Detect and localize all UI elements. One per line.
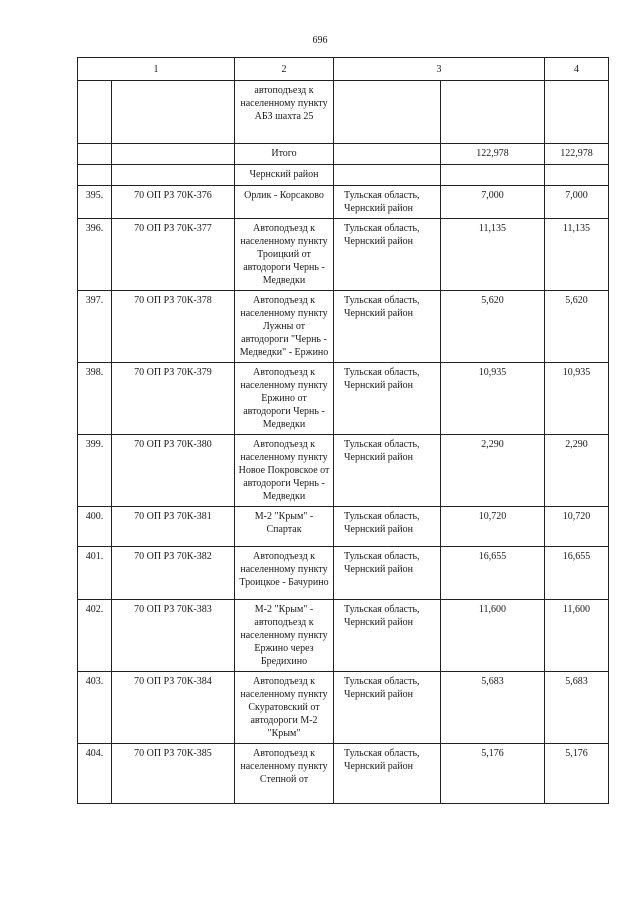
table-row xyxy=(78,435,609,507)
table-row xyxy=(78,81,609,144)
table-row xyxy=(78,165,609,186)
road-name: Автоподъезд к населенному пункту Троицкое - Бачурино xyxy=(235,547,334,600)
header-row xyxy=(78,58,609,81)
road-length-total: 5,683 xyxy=(545,672,609,744)
road-length: 5,620 xyxy=(441,291,545,363)
header-col-2: 2 xyxy=(235,58,334,81)
header-col-3: 3 xyxy=(334,58,545,81)
road-name: Автоподъезд к населенному пункту Новое Покровское от автодороги Чернь - Медведки xyxy=(235,435,334,507)
road-region: Тульская область, Чернский район xyxy=(334,435,441,507)
row-number: 396. xyxy=(78,219,112,291)
road-name: автоподъезд к населенному пункту АБЗ шахта 25 xyxy=(235,81,334,144)
road-name: Итого xyxy=(235,144,334,165)
road-length xyxy=(441,81,545,144)
road-region: Тульская область, Чернский район xyxy=(334,186,441,219)
row-number xyxy=(78,165,112,186)
road-code: 70 ОП РЗ 70К-380 xyxy=(112,435,235,507)
road-length: 11,135 xyxy=(441,219,545,291)
road-name: Автоподъезд к населенному пункту Лужны от автодороги "Чернь - Медведки" - Ержино xyxy=(235,291,334,363)
road-code: 70 ОП РЗ 70К-384 xyxy=(112,672,235,744)
road-code: 70 ОП РЗ 70К-378 xyxy=(112,291,235,363)
table-row xyxy=(78,363,609,435)
road-code: 70 ОП РЗ 70К-382 xyxy=(112,547,235,600)
row-number: 402. xyxy=(78,600,112,672)
road-code: 70 ОП РЗ 70К-377 xyxy=(112,219,235,291)
table-row xyxy=(78,219,609,291)
road-region: Тульская область, Чернский район xyxy=(334,363,441,435)
road-length-total: 10,935 xyxy=(545,363,609,435)
road-region: Тульская область, Чернский район xyxy=(334,219,441,291)
table-row xyxy=(78,547,609,600)
road-code: 70 ОП РЗ 70К-376 xyxy=(112,186,235,219)
table-row xyxy=(78,672,609,744)
road-region xyxy=(334,81,441,144)
road-length-total: 7,000 xyxy=(545,186,609,219)
page-number: 696 xyxy=(312,35,328,46)
road-name: Орлик - Корсаково xyxy=(235,186,334,219)
table-row xyxy=(78,600,609,672)
road-region xyxy=(334,144,441,165)
road-length: 122,978 xyxy=(441,144,545,165)
header-col-1: 1 xyxy=(78,58,235,81)
road-region: Тульская область, Чернский район xyxy=(334,291,441,363)
row-number: 397. xyxy=(78,291,112,363)
road-length-total: 16,655 xyxy=(545,547,609,600)
road-length xyxy=(441,165,545,186)
table-row xyxy=(78,291,609,363)
table-row xyxy=(78,744,609,804)
road-name: Чернский район xyxy=(235,165,334,186)
road-length: 5,176 xyxy=(441,744,545,804)
road-length-total xyxy=(545,81,609,144)
road-length: 10,720 xyxy=(441,507,545,547)
road-length-total: 10,720 xyxy=(545,507,609,547)
row-number xyxy=(78,144,112,165)
road-name: Автоподъезд к населенному пункту Ержино от автодороги Чернь - Медведки xyxy=(235,363,334,435)
road-region xyxy=(334,165,441,186)
road-region: Тульская область, Чернский район xyxy=(334,507,441,547)
road-length: 10,935 xyxy=(441,363,545,435)
row-number: 399. xyxy=(78,435,112,507)
row-number: 401. xyxy=(78,547,112,600)
road-name: М-2 "Крым" - автоподъезд к населенному пункту Ержино через Бредихино xyxy=(235,600,334,672)
road-region: Тульская область, Чернский район xyxy=(334,600,441,672)
road-length-total: 5,176 xyxy=(545,744,609,804)
table-row xyxy=(78,144,609,165)
road-length-total: 11,135 xyxy=(545,219,609,291)
road-code: 70 ОП РЗ 70К-385 xyxy=(112,744,235,804)
row-number: 400. xyxy=(78,507,112,547)
road-length-total: 11,600 xyxy=(545,600,609,672)
row-number xyxy=(78,81,112,144)
header-col-4: 4 xyxy=(545,58,609,81)
row-number: 395. xyxy=(78,186,112,219)
road-length: 5,683 xyxy=(441,672,545,744)
road-length-total: 5,620 xyxy=(545,291,609,363)
table-row xyxy=(78,507,609,547)
road-code: 70 ОП РЗ 70К-383 xyxy=(112,600,235,672)
road-length-total: 122,978 xyxy=(545,144,609,165)
row-number: 398. xyxy=(78,363,112,435)
road-length: 2,290 xyxy=(441,435,545,507)
road-length-total: 2,290 xyxy=(545,435,609,507)
row-number: 403. xyxy=(78,672,112,744)
road-name: Автоподъезд к населенному пункту Степной от xyxy=(235,744,334,804)
road-code xyxy=(112,165,235,186)
table-row xyxy=(78,186,609,219)
road-code: 70 ОП РЗ 70К-381 xyxy=(112,507,235,547)
road-name: Автоподъезд к населенному пункту Скуратовский от автодороги М-2 "Крым" xyxy=(235,672,334,744)
road-code xyxy=(112,144,235,165)
road-name: Автоподъезд к населенному пункту Троицкий от автодороги Чернь - Медведки xyxy=(235,219,334,291)
road-region: Тульская область, Чернский район xyxy=(334,547,441,600)
road-length: 11,600 xyxy=(441,600,545,672)
road-region: Тульская область, Чернский район xyxy=(334,672,441,744)
row-number: 404. xyxy=(78,744,112,804)
road-length: 7,000 xyxy=(441,186,545,219)
road-code: 70 ОП РЗ 70К-379 xyxy=(112,363,235,435)
road-code xyxy=(112,81,235,144)
road-length: 16,655 xyxy=(441,547,545,600)
roads-table xyxy=(77,57,609,804)
road-region: Тульская область, Чернский район xyxy=(334,744,441,804)
road-length-total xyxy=(545,165,609,186)
road-name: М-2 "Крым" - Спартак xyxy=(235,507,334,547)
